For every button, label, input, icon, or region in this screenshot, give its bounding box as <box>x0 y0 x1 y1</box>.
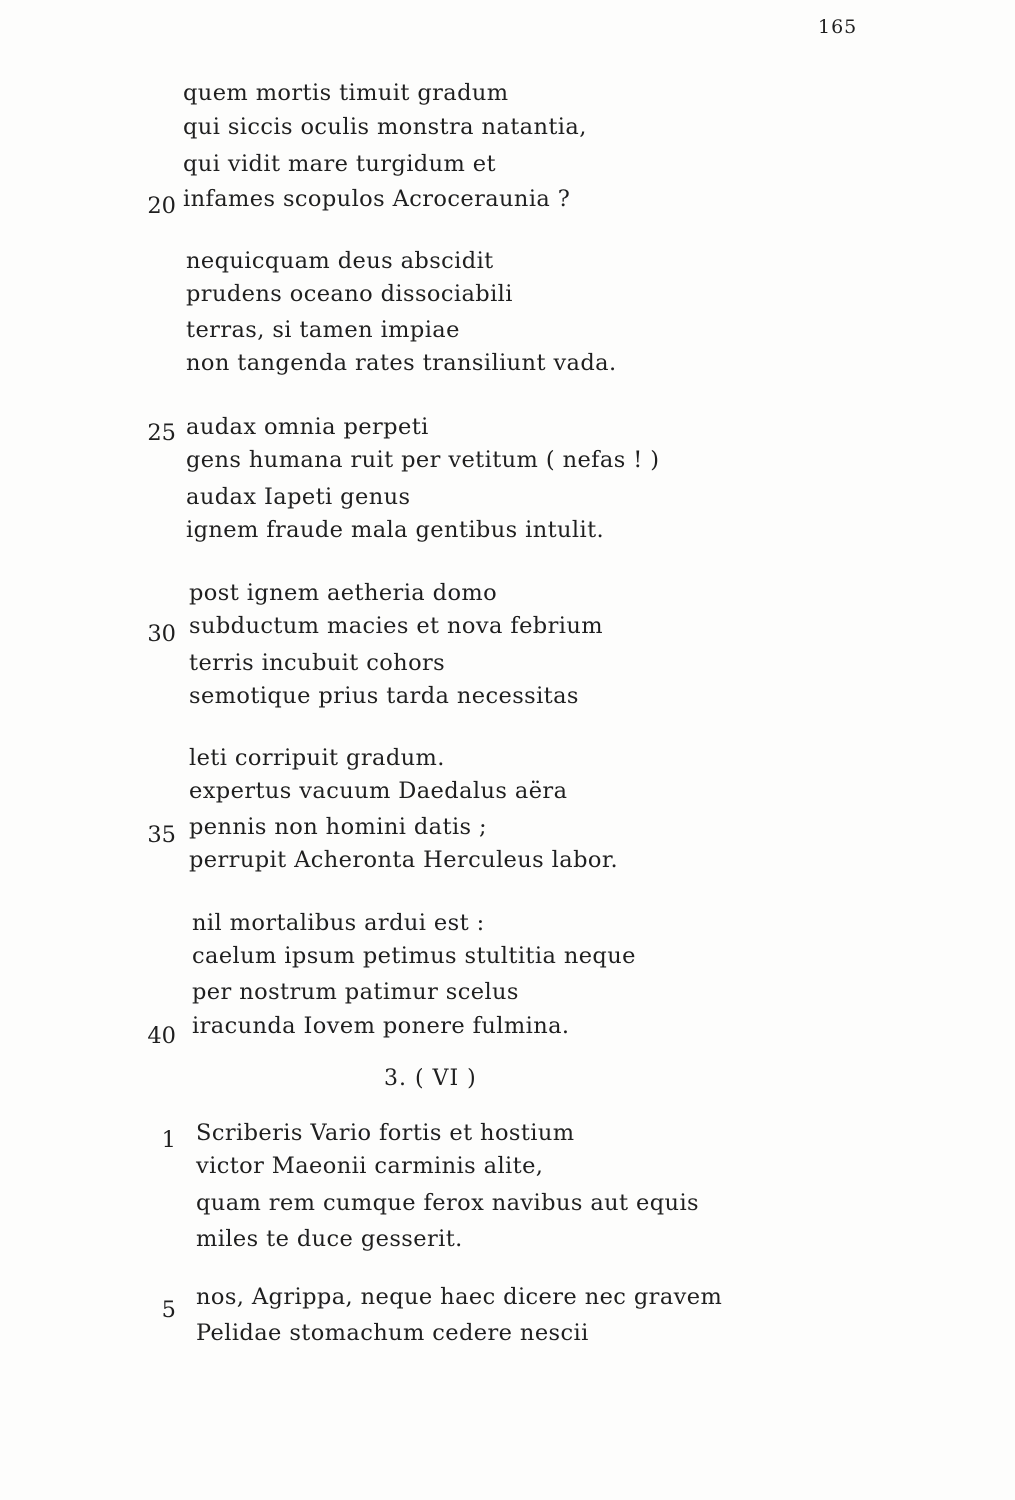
poem-heading: 3. ( VI ) <box>384 1066 477 1091</box>
verse-line: per nostrum patimur scelus <box>192 979 519 1005</box>
verse-line: pennis non homini datis ; <box>189 814 488 840</box>
verse-line: caelum ipsum petimus stultitia neque <box>192 943 636 969</box>
line-number: 20 <box>147 193 176 219</box>
verse-line: quam rem cumque ferox navibus aut equis <box>196 1190 699 1216</box>
verse-line: Scriberis Vario fortis et hostium <box>196 1120 575 1146</box>
verse-line: nos, Agrippa, neque haec dicere nec gravem <box>196 1284 723 1310</box>
verse-line: terris incubuit cohors <box>189 650 446 676</box>
verse-line: quem mortis timuit gradum <box>183 80 509 106</box>
line-number: 40 <box>147 1023 176 1049</box>
page-number: 165 <box>818 16 858 38</box>
verse-line: victor Maeonii carminis alite, <box>196 1153 544 1179</box>
verse-line: infames scopulos Acroceraunia ? <box>183 186 571 212</box>
line-number: 25 <box>147 420 176 446</box>
verse-line: leti corripuit gradum. <box>189 745 445 771</box>
verse-line: expertus vacuum Daedalus aëra <box>189 778 568 804</box>
verse-line: qui vidit mare turgidum et <box>183 151 496 177</box>
verse-line: iracunda Iovem ponere fulmina. <box>192 1013 570 1039</box>
verse-line: miles te duce gesserit. <box>196 1226 463 1252</box>
verse-line: nequicquam deus abscidit <box>186 248 494 274</box>
verse-line: semotique prius tarda necessitas <box>189 683 579 709</box>
line-number: 1 <box>161 1127 176 1153</box>
verse-line: non tangenda rates transiliunt vada. <box>186 350 617 376</box>
line-number: 35 <box>147 822 176 848</box>
verse-line: ignem fraude mala gentibus intulit. <box>186 517 605 543</box>
verse-line: qui siccis oculis monstra natantia, <box>183 114 587 140</box>
verse-line: nil mortalibus ardui est : <box>192 910 485 936</box>
verse-line: subductum macies et nova febrium <box>189 613 603 639</box>
verse-line: Pelidae stomachum cedere nescii <box>196 1320 589 1346</box>
verse-line: terras, si tamen impiae <box>186 317 460 343</box>
verse-line: audax Iapeti genus <box>186 484 411 510</box>
verse-line: audax omnia perpeti <box>186 414 429 440</box>
line-number: 5 <box>161 1297 176 1323</box>
verse-line: post ignem aetheria domo <box>189 580 498 606</box>
line-number: 30 <box>147 621 176 647</box>
verse-line: perrupit Acheronta Herculeus labor. <box>189 847 619 873</box>
verse-line: prudens oceano dissociabili <box>186 281 513 307</box>
verse-line: gens humana ruit per vetitum ( nefas ! ) <box>186 447 660 473</box>
